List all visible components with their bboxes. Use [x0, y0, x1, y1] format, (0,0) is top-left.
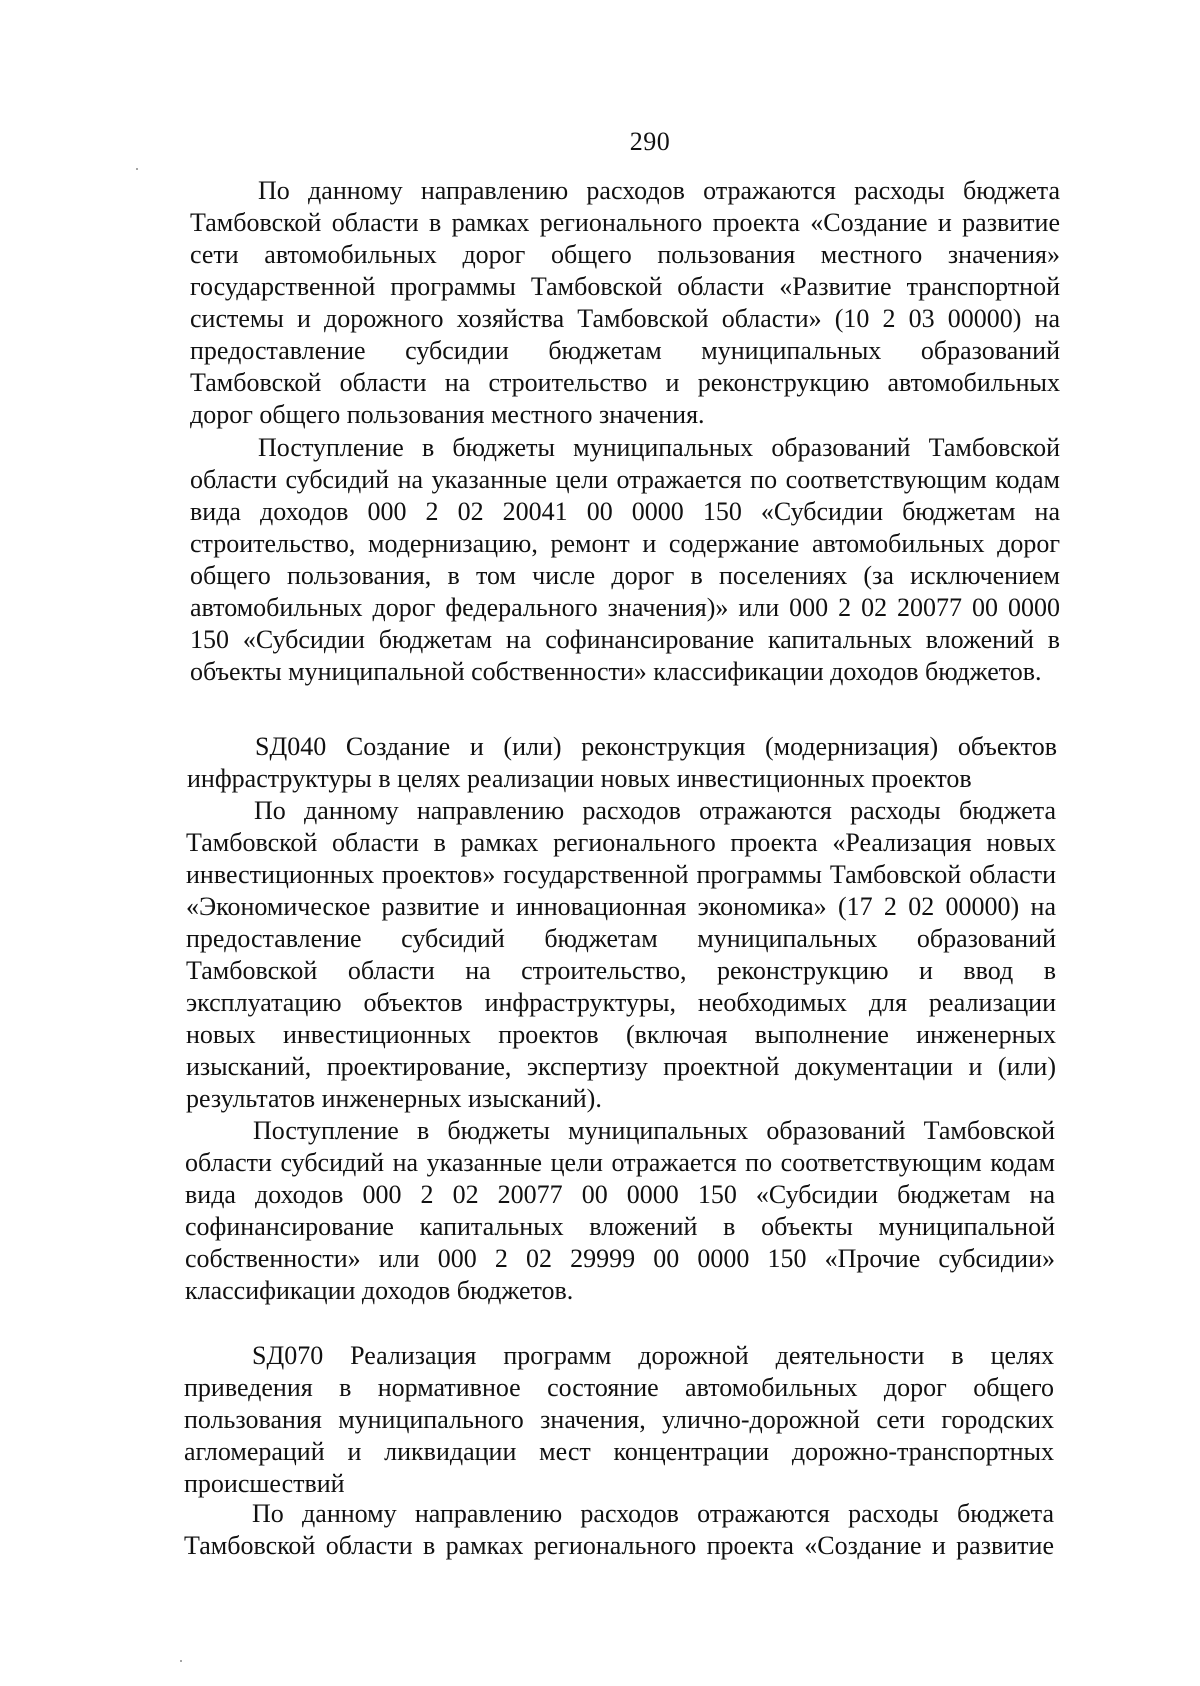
heading-line: SД040 Создание и (или) реконструкция (модернизация) объектов [255, 732, 1057, 761]
heading-line: агломераций и ликвидации мест концентрации дорожно-транспортных [184, 1437, 1054, 1466]
paragraph-line: вида доходов 000 2 02 20041 00 0000 150 «Субсидии бюджетам на [190, 497, 1060, 526]
paragraph-line: системы и дорожного хозяйства Тамбовской области» (10 2 03 00000) на [190, 304, 1060, 333]
paragraph-1 [190, 175, 1060, 431]
paragraph-line: государственной программы Тамбовской области «Развитие транспортной [190, 272, 1060, 301]
paragraph-3 [186, 795, 1056, 1115]
scan-speck [180, 1660, 182, 1662]
heading-line: пользования муниципального значения, улично-дорожной сети городских [184, 1405, 1054, 1434]
paragraph-line: дорог общего пользования местного значения. [190, 400, 705, 429]
section-heading-sd070 [184, 1340, 1054, 1500]
page-number: 290 [629, 127, 671, 156]
paragraph-line: софинансирование капитальных вложений в объекты муниципальной [185, 1212, 1055, 1241]
paragraph-line: новых инвестиционных проектов (включая выполнение инженерных [186, 1020, 1056, 1049]
paragraph-line: инвестиционных проектов» государственной программы Тамбовской области [186, 860, 1056, 889]
paragraph-line: объекты муниципальной собственности» классификации доходов бюджетов. [190, 657, 1042, 686]
paragraph-line: области субсидий на указанные цели отражается по соответствующим кодам [190, 465, 1060, 494]
section-heading-sd040 [187, 731, 1057, 795]
paragraph-line: Тамбовской области в рамках регионального проекта «Создание и развитие [184, 1531, 1054, 1560]
paragraph-line: Тамбовской области на строительство, реконструкцию и ввод в [186, 956, 1056, 985]
paragraph-line: вида доходов 000 2 02 20077 00 0000 150 «Субсидии бюджетам на [185, 1180, 1055, 1209]
paragraph-line: Поступление в бюджеты муниципальных образований Тамбовской [253, 1116, 1055, 1145]
heading-line: SД070 Реализация программ дорожной деятельности в целях [252, 1341, 1054, 1370]
paragraph-line: результатов инженерных изысканий). [186, 1084, 602, 1113]
paragraph-2 [190, 432, 1060, 688]
paragraph-line: изысканий, проектирование, экспертизу проектной документации и (или) [186, 1052, 1056, 1081]
paragraph-line: Тамбовской области на строительство и реконструкцию автомобильных [190, 368, 1060, 397]
paragraph-line: Тамбовской области в рамках регионального проекта «Реализация новых [186, 828, 1056, 857]
paragraph-line: предоставление субсидии бюджетам муниципальных образований [190, 336, 1060, 365]
paragraph-line: По данному направлению расходов отражаются расходы бюджета [252, 1499, 1054, 1528]
heading-line: инфраструктуры в целях реализации новых инвестиционных проектов [187, 764, 972, 793]
heading-line: приведения в нормативное состояние автомобильных дорог общего [184, 1373, 1054, 1402]
paragraph-line: Поступление в бюджеты муниципальных образований Тамбовской [258, 433, 1060, 462]
paragraph-line: сети автомобильных дорог общего пользования местного значения» [190, 240, 1060, 269]
paragraph-line: классификации доходов бюджетов. [185, 1276, 574, 1305]
paragraph-line: эксплуатацию объектов инфраструктуры, необходимых для реализации [186, 988, 1056, 1017]
paragraph-line: предоставление субсидий бюджетам муниципальных образований [186, 924, 1056, 953]
paragraph-line: 150 «Субсидии бюджетам на софинансирование капитальных вложений в [190, 625, 1060, 654]
paragraph-line: Тамбовской области в рамках регионального проекта «Создание и развитие [190, 208, 1060, 237]
paragraph-line: По данному направлению расходов отражаются расходы бюджета [254, 796, 1056, 825]
paragraph-line: строительство, модернизацию, ремонт и содержание автомобильных дорог [190, 529, 1060, 558]
paragraph-line: области субсидий на указанные цели отражается по соответствующим кодам [185, 1148, 1055, 1177]
paragraph-line: автомобильных дорог федерального значения)» или 000 2 02 20077 00 0000 [190, 593, 1060, 622]
paragraph-line: общего пользования, в том числе дорог в поселениях (за исключением [190, 561, 1060, 590]
scan-speck [136, 168, 138, 170]
paragraph-5 [184, 1498, 1054, 1562]
paragraph-line: По данному направлению расходов отражаются расходы бюджета [258, 176, 1060, 205]
heading-line: происшествий [184, 1469, 345, 1498]
paragraph-line: «Экономическое развитие и инновационная экономика» (17 2 02 00000) на [186, 892, 1056, 921]
paragraph-4 [185, 1115, 1055, 1307]
paragraph-line: собственности» или 000 2 02 29999 00 0000 150 «Прочие субсидии» [185, 1244, 1055, 1273]
